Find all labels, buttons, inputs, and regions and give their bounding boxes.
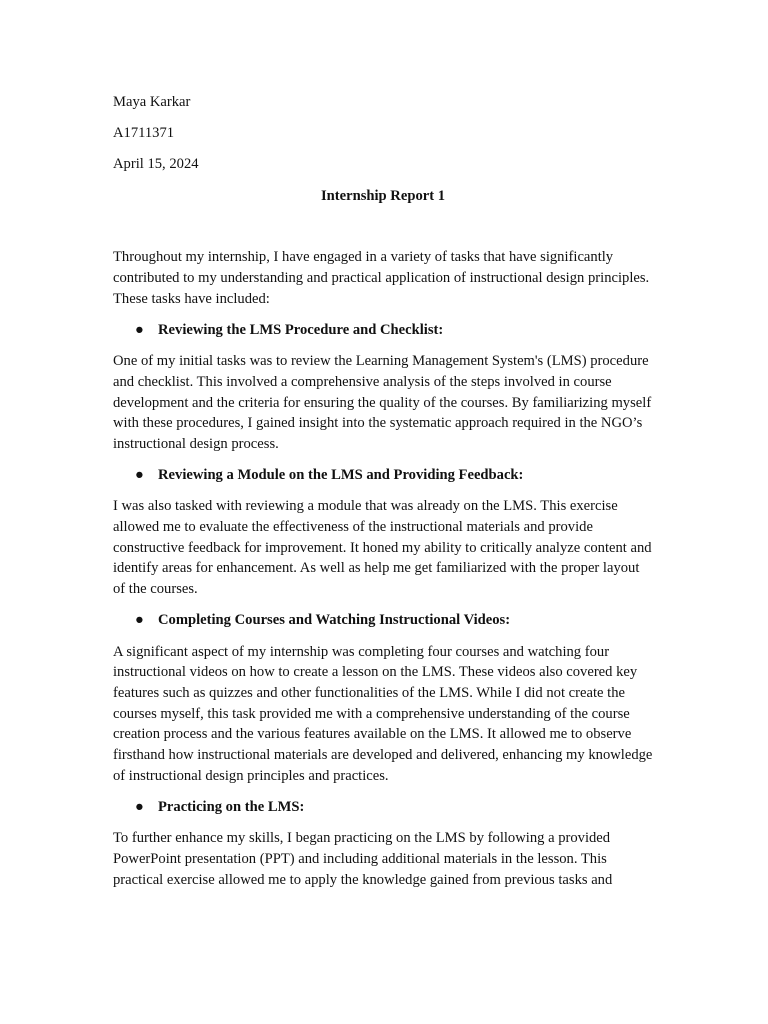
section-lms-practice — [113, 797, 653, 890]
section-heading-text: Reviewing a Module on the LMS and Providing Feedback: — [158, 467, 524, 484]
report-date: April 15, 2024 — [113, 156, 199, 173]
section-module-review — [113, 465, 653, 600]
section-body: One of my initial tasks was to review the Learning Management System's (LMS) procedure and checklist. This involved a comprehensive analysis of the steps involved in course development and the criteria for ensuring the quality of the courses. By familiarizing myself with these procedures, I gained insight into the systematic approach required in the NGO’s instructional design process. — [113, 353, 652, 452]
section-heading-text: Practicing on the LMS: — [158, 798, 305, 815]
section-body: A significant aspect of my internship was completing four courses and watching four instructional videos on how to create a lesson on the LMS. These videos also covered key features such as quizzes and other functionalities of the LMS. While I did not create the courses myself, this task provided me with a comprehensive understanding of the course creation process and the various features available on the LMS. It allowed me to observe firsthand how instructional materials are developed and delivered, enhancing my knowledge of instructional design principles and practices. — [113, 643, 653, 784]
section-heading-text: Reviewing the LMS Procedure and Checklist: — [158, 321, 444, 338]
author-name: Maya Karkar — [113, 94, 191, 110]
report-title: Internship Report 1 — [320, 187, 446, 204]
section-courses-videos — [113, 610, 653, 786]
intro-paragraph: Throughout my internship, I have engaged in a variety of tasks that have significantly contributed to my understanding and practical application of instructional design principles. These tasks have included: — [113, 249, 650, 307]
section-body: I was also tasked with reviewing a module that was already on the LMS. This exercise allowed me to evaluate the effectiveness of the instructional materials and provide constructive feedback for improvement. It honed my ability to critically analyze content and identify areas for enhancement. As well as help me get familiarized with the proper layout of the courses. — [113, 498, 652, 598]
section-lms-procedure — [113, 320, 653, 455]
bullet-icon: ● — [135, 467, 144, 484]
bullet-icon: ● — [135, 612, 144, 629]
document-page — [113, 92, 653, 901]
section-heading — [113, 320, 653, 341]
section-heading — [113, 610, 653, 631]
section-heading — [113, 465, 653, 486]
bullet-icon: ● — [135, 798, 144, 815]
section-heading — [113, 797, 653, 818]
section-body: To further enhance my skills, I began practicing on the LMS by following a provided PowerPoint presentation (PPT) and including additional materials in the lesson. This practical exercise allowed me to apply the knowledge gained from previous tasks and — [113, 830, 613, 888]
student-id: A1711371 — [113, 125, 175, 142]
bullet-icon: ● — [135, 321, 144, 338]
section-heading-text: Completing Courses and Watching Instructional Videos: — [158, 612, 511, 629]
